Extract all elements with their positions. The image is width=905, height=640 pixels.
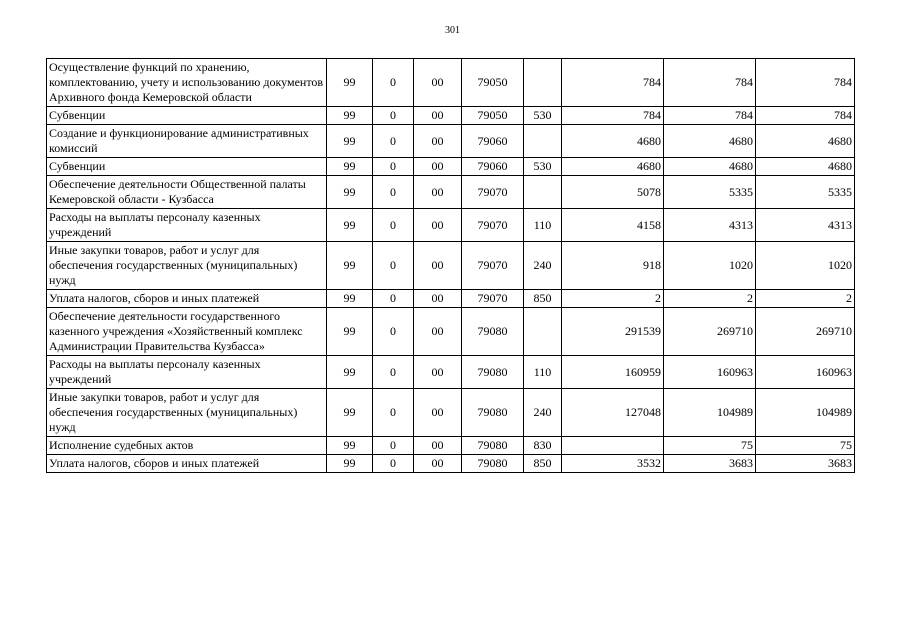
table-row	[47, 308, 855, 356]
cell-ministry: 99	[327, 242, 373, 290]
table-row	[47, 59, 855, 107]
cell-amount-year-2: 104989	[664, 389, 756, 437]
cell-subsection: 00	[414, 107, 462, 125]
cell-amount-year-1: 4158	[562, 209, 664, 242]
cell-amount-year-1: 4680	[562, 158, 664, 176]
cell-section: 0	[373, 209, 414, 242]
row-name: Создание и функционирование административных комиссий	[47, 125, 327, 158]
cell-ministry: 99	[327, 158, 373, 176]
cell-subsection: 00	[414, 158, 462, 176]
row-name: Уплата налогов, сборов и иных платежей	[47, 455, 327, 473]
cell-ministry: 99	[327, 59, 373, 107]
cell-ministry: 99	[327, 389, 373, 437]
table-row	[47, 290, 855, 308]
cell-amount-year-2: 4313	[664, 209, 756, 242]
cell-amount-year-3: 104989	[756, 389, 855, 437]
page-number: 301	[445, 25, 460, 36]
cell-amount-year-1: 160959	[562, 356, 664, 389]
row-name: Осуществление функций по хранению, комплектованию, учету и использованию документов Архивного фонда Кемеровской области	[47, 59, 327, 107]
cell-subsection: 00	[414, 455, 462, 473]
row-name: Расходы на выплаты персоналу казенных учреждений	[47, 356, 327, 389]
cell-amount-year-3: 75	[756, 437, 855, 455]
cell-expense-type: 110	[524, 356, 562, 389]
cell-section: 0	[373, 242, 414, 290]
cell-target: 79080	[462, 389, 524, 437]
cell-section: 0	[373, 308, 414, 356]
cell-target: 79070	[462, 290, 524, 308]
cell-section: 0	[373, 356, 414, 389]
table-row	[47, 176, 855, 209]
cell-target: 79080	[462, 455, 524, 473]
cell-expense-type: 240	[524, 389, 562, 437]
cell-subsection: 00	[414, 389, 462, 437]
cell-amount-year-2: 2	[664, 290, 756, 308]
table-row	[47, 437, 855, 455]
table-row	[47, 455, 855, 473]
row-name: Обеспечение деятельности государственного казенного учреждения «Хозяйственный комплекс Администрации Правительства Кузбасса»	[47, 308, 327, 356]
row-name: Обеспечение деятельности Общественной палаты Кемеровской области - Кузбасса	[47, 176, 327, 209]
cell-subsection: 00	[414, 125, 462, 158]
row-name: Исполнение судебных актов	[47, 437, 327, 455]
table-row	[47, 356, 855, 389]
cell-amount-year-3: 4680	[756, 125, 855, 158]
cell-target: 79070	[462, 176, 524, 209]
cell-expense-type: 530	[524, 158, 562, 176]
cell-amount-year-3: 160963	[756, 356, 855, 389]
cell-subsection: 00	[414, 242, 462, 290]
row-name: Уплата налогов, сборов и иных платежей	[47, 290, 327, 308]
cell-amount-year-2: 75	[664, 437, 756, 455]
cell-amount-year-3: 784	[756, 107, 855, 125]
cell-target: 79080	[462, 437, 524, 455]
cell-expense-type: 110	[524, 209, 562, 242]
cell-expense-type: 830	[524, 437, 562, 455]
cell-section: 0	[373, 437, 414, 455]
cell-amount-year-1: 918	[562, 242, 664, 290]
cell-amount-year-1: 784	[562, 59, 664, 107]
cell-ministry: 99	[327, 455, 373, 473]
cell-ministry: 99	[327, 107, 373, 125]
cell-target: 79060	[462, 125, 524, 158]
cell-expense-type	[524, 59, 562, 107]
cell-amount-year-2: 269710	[664, 308, 756, 356]
cell-amount-year-1: 291539	[562, 308, 664, 356]
cell-subsection: 00	[414, 59, 462, 107]
cell-amount-year-2: 4680	[664, 158, 756, 176]
cell-target: 79080	[462, 356, 524, 389]
cell-target: 79070	[462, 209, 524, 242]
cell-amount-year-3: 269710	[756, 308, 855, 356]
cell-subsection: 00	[414, 356, 462, 389]
table-row	[47, 107, 855, 125]
row-name: Расходы на выплаты персоналу казенных учреждений	[47, 209, 327, 242]
cell-amount-year-1: 4680	[562, 125, 664, 158]
cell-ministry: 99	[327, 176, 373, 209]
table-row	[47, 125, 855, 158]
cell-ministry: 99	[327, 308, 373, 356]
cell-amount-year-1: 3532	[562, 455, 664, 473]
cell-target: 79050	[462, 107, 524, 125]
table-row	[47, 209, 855, 242]
row-name: Иные закупки товаров, работ и услуг для обеспечения государственных (муниципальных) нужд	[47, 242, 327, 290]
cell-expense-type: 850	[524, 290, 562, 308]
cell-amount-year-1	[562, 437, 664, 455]
cell-amount-year-3: 2	[756, 290, 855, 308]
cell-ministry: 99	[327, 356, 373, 389]
cell-section: 0	[373, 125, 414, 158]
cell-amount-year-2: 3683	[664, 455, 756, 473]
row-name: Субвенции	[47, 107, 327, 125]
cell-section: 0	[373, 107, 414, 125]
cell-section: 0	[373, 158, 414, 176]
cell-amount-year-3: 4313	[756, 209, 855, 242]
cell-ministry: 99	[327, 209, 373, 242]
cell-amount-year-2: 160963	[664, 356, 756, 389]
cell-subsection: 00	[414, 209, 462, 242]
cell-amount-year-1: 2	[562, 290, 664, 308]
cell-expense-type: 240	[524, 242, 562, 290]
cell-amount-year-3: 4680	[756, 158, 855, 176]
cell-expense-type: 850	[524, 455, 562, 473]
table-row	[47, 389, 855, 437]
cell-section: 0	[373, 176, 414, 209]
table-row	[47, 242, 855, 290]
cell-ministry: 99	[327, 125, 373, 158]
cell-subsection: 00	[414, 308, 462, 356]
row-name: Иные закупки товаров, работ и услуг для обеспечения государственных (муниципальных) нужд	[47, 389, 327, 437]
cell-amount-year-2: 5335	[664, 176, 756, 209]
cell-amount-year-2: 784	[664, 107, 756, 125]
cell-target: 79080	[462, 308, 524, 356]
cell-subsection: 00	[414, 176, 462, 209]
cell-expense-type	[524, 308, 562, 356]
cell-section: 0	[373, 59, 414, 107]
cell-target: 79070	[462, 242, 524, 290]
cell-expense-type: 530	[524, 107, 562, 125]
cell-target: 79060	[462, 158, 524, 176]
cell-subsection: 00	[414, 290, 462, 308]
cell-amount-year-3: 784	[756, 59, 855, 107]
cell-ministry: 99	[327, 437, 373, 455]
cell-amount-year-2: 4680	[664, 125, 756, 158]
cell-amount-year-2: 1020	[664, 242, 756, 290]
row-name: Субвенции	[47, 158, 327, 176]
cell-expense-type	[524, 176, 562, 209]
cell-amount-year-1: 127048	[562, 389, 664, 437]
cell-amount-year-3: 5335	[756, 176, 855, 209]
cell-subsection: 00	[414, 437, 462, 455]
budget-table	[46, 58, 855, 473]
cell-amount-year-2: 784	[664, 59, 756, 107]
cell-target: 79050	[462, 59, 524, 107]
cell-section: 0	[373, 389, 414, 437]
cell-amount-year-1: 5078	[562, 176, 664, 209]
cell-section: 0	[373, 290, 414, 308]
table-row	[47, 158, 855, 176]
cell-ministry: 99	[327, 290, 373, 308]
cell-amount-year-3: 1020	[756, 242, 855, 290]
cell-amount-year-1: 784	[562, 107, 664, 125]
cell-expense-type	[524, 125, 562, 158]
cell-section: 0	[373, 455, 414, 473]
cell-amount-year-3: 3683	[756, 455, 855, 473]
